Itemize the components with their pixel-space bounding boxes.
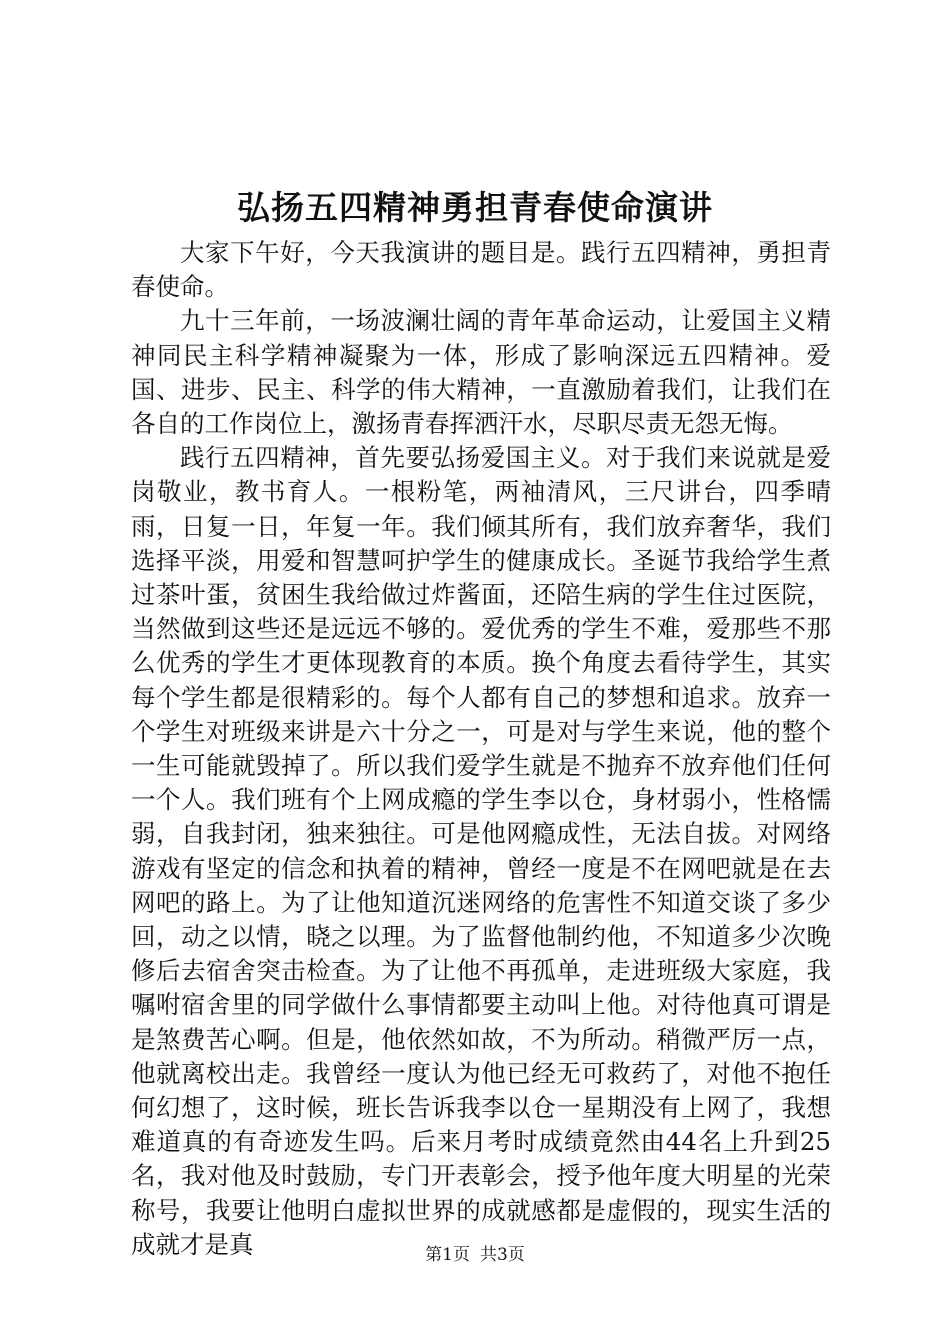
document-body [131, 236, 831, 1262]
page-footer [0, 1243, 950, 1267]
paragraph-patriotism: 践行五四精神，首先要弘扬爱国主义。对于我们来说就是爱岗敬业，教书育人。一根粉笔，两袖清风，三尺讲台，四季晴雨，日复一日，年复一年。我们倾其所有，我们放弃奢华，我们选择平淡，用爱和智慧呵护学生的健康成长。圣诞节我给学生煮过茶叶蛋，贫困生我给做过炸酱面，还陪生病的学生住过医院，当然做到这些还是远远不够的。爱优秀的学生不难，爱那些不那么优秀的学生才更体现教育的本质。换个角度去看待学生，其实每个学生都是很精彩的。每个人都有自己的梦想和追求。放弃一个学生对班级来讲是六十分之一，可是对与学生来说，他的整个一生可能就毁掉了。所以我们爱学生就是不抛弃不放弃他们任何一个人。我们班有个上网成瘾的学生李以仓，身材弱小，性格懦弱，自我封闭，独来独往。可是他网瘾成性，无法自拔。对网络游戏有坚定的信念和执着的精神，曾经一度是不在网吧就是在去网吧的路上。为了让他知道沉迷网络的危害性不知道交谈了多少回，动之以情，晓之以理。为了监督他制约他，不知道多少次晚修后去宿舍突击检查。为了让他不再孤单，走进班级大家庭，我嘱咐宿舍里的同学做什么事情都要主动叫上他。对待他真可谓是是煞费苦心啊。但是，他依然如故，不为所动。稍微严厉一点，他就离校出走。我曾经一度认为他已经无可救药了，对他不抱任何幻想了，这时候，班长告诉我李以仓一星期没有上网了，我想难道真的有奇迹发生吗。后来月考时成绩竟然由44名上升到25名，我对他及时鼓励，专门开表彰会，授予他年度大明星的光荣称号，我要让他明白虚拟世界的成就感都是虚假的，现实生活的成就才是真 [131, 443, 831, 1259]
page-number: 第1页 [425, 1245, 470, 1265]
page-total: 共3页 [480, 1245, 525, 1265]
paragraph-history: 九十三年前，一场波澜壮阔的青年革命运动，让爱国主义精神同民主科学精神凝聚为一体，形成了影响深远五四精神。爱国、进步、民主、科学的伟大精神，一直激励着我们，让我们在各自的工作岗位上，激扬青春挥洒汗水，尽职尽责无怨无悔。 [131, 306, 831, 439]
paragraph-greeting: 大家下午好，今天我演讲的题目是。践行五四精神，勇担青春使命。 [131, 238, 831, 302]
document-title: 弘扬五四精神勇担青春使命演讲 [237, 188, 713, 227]
